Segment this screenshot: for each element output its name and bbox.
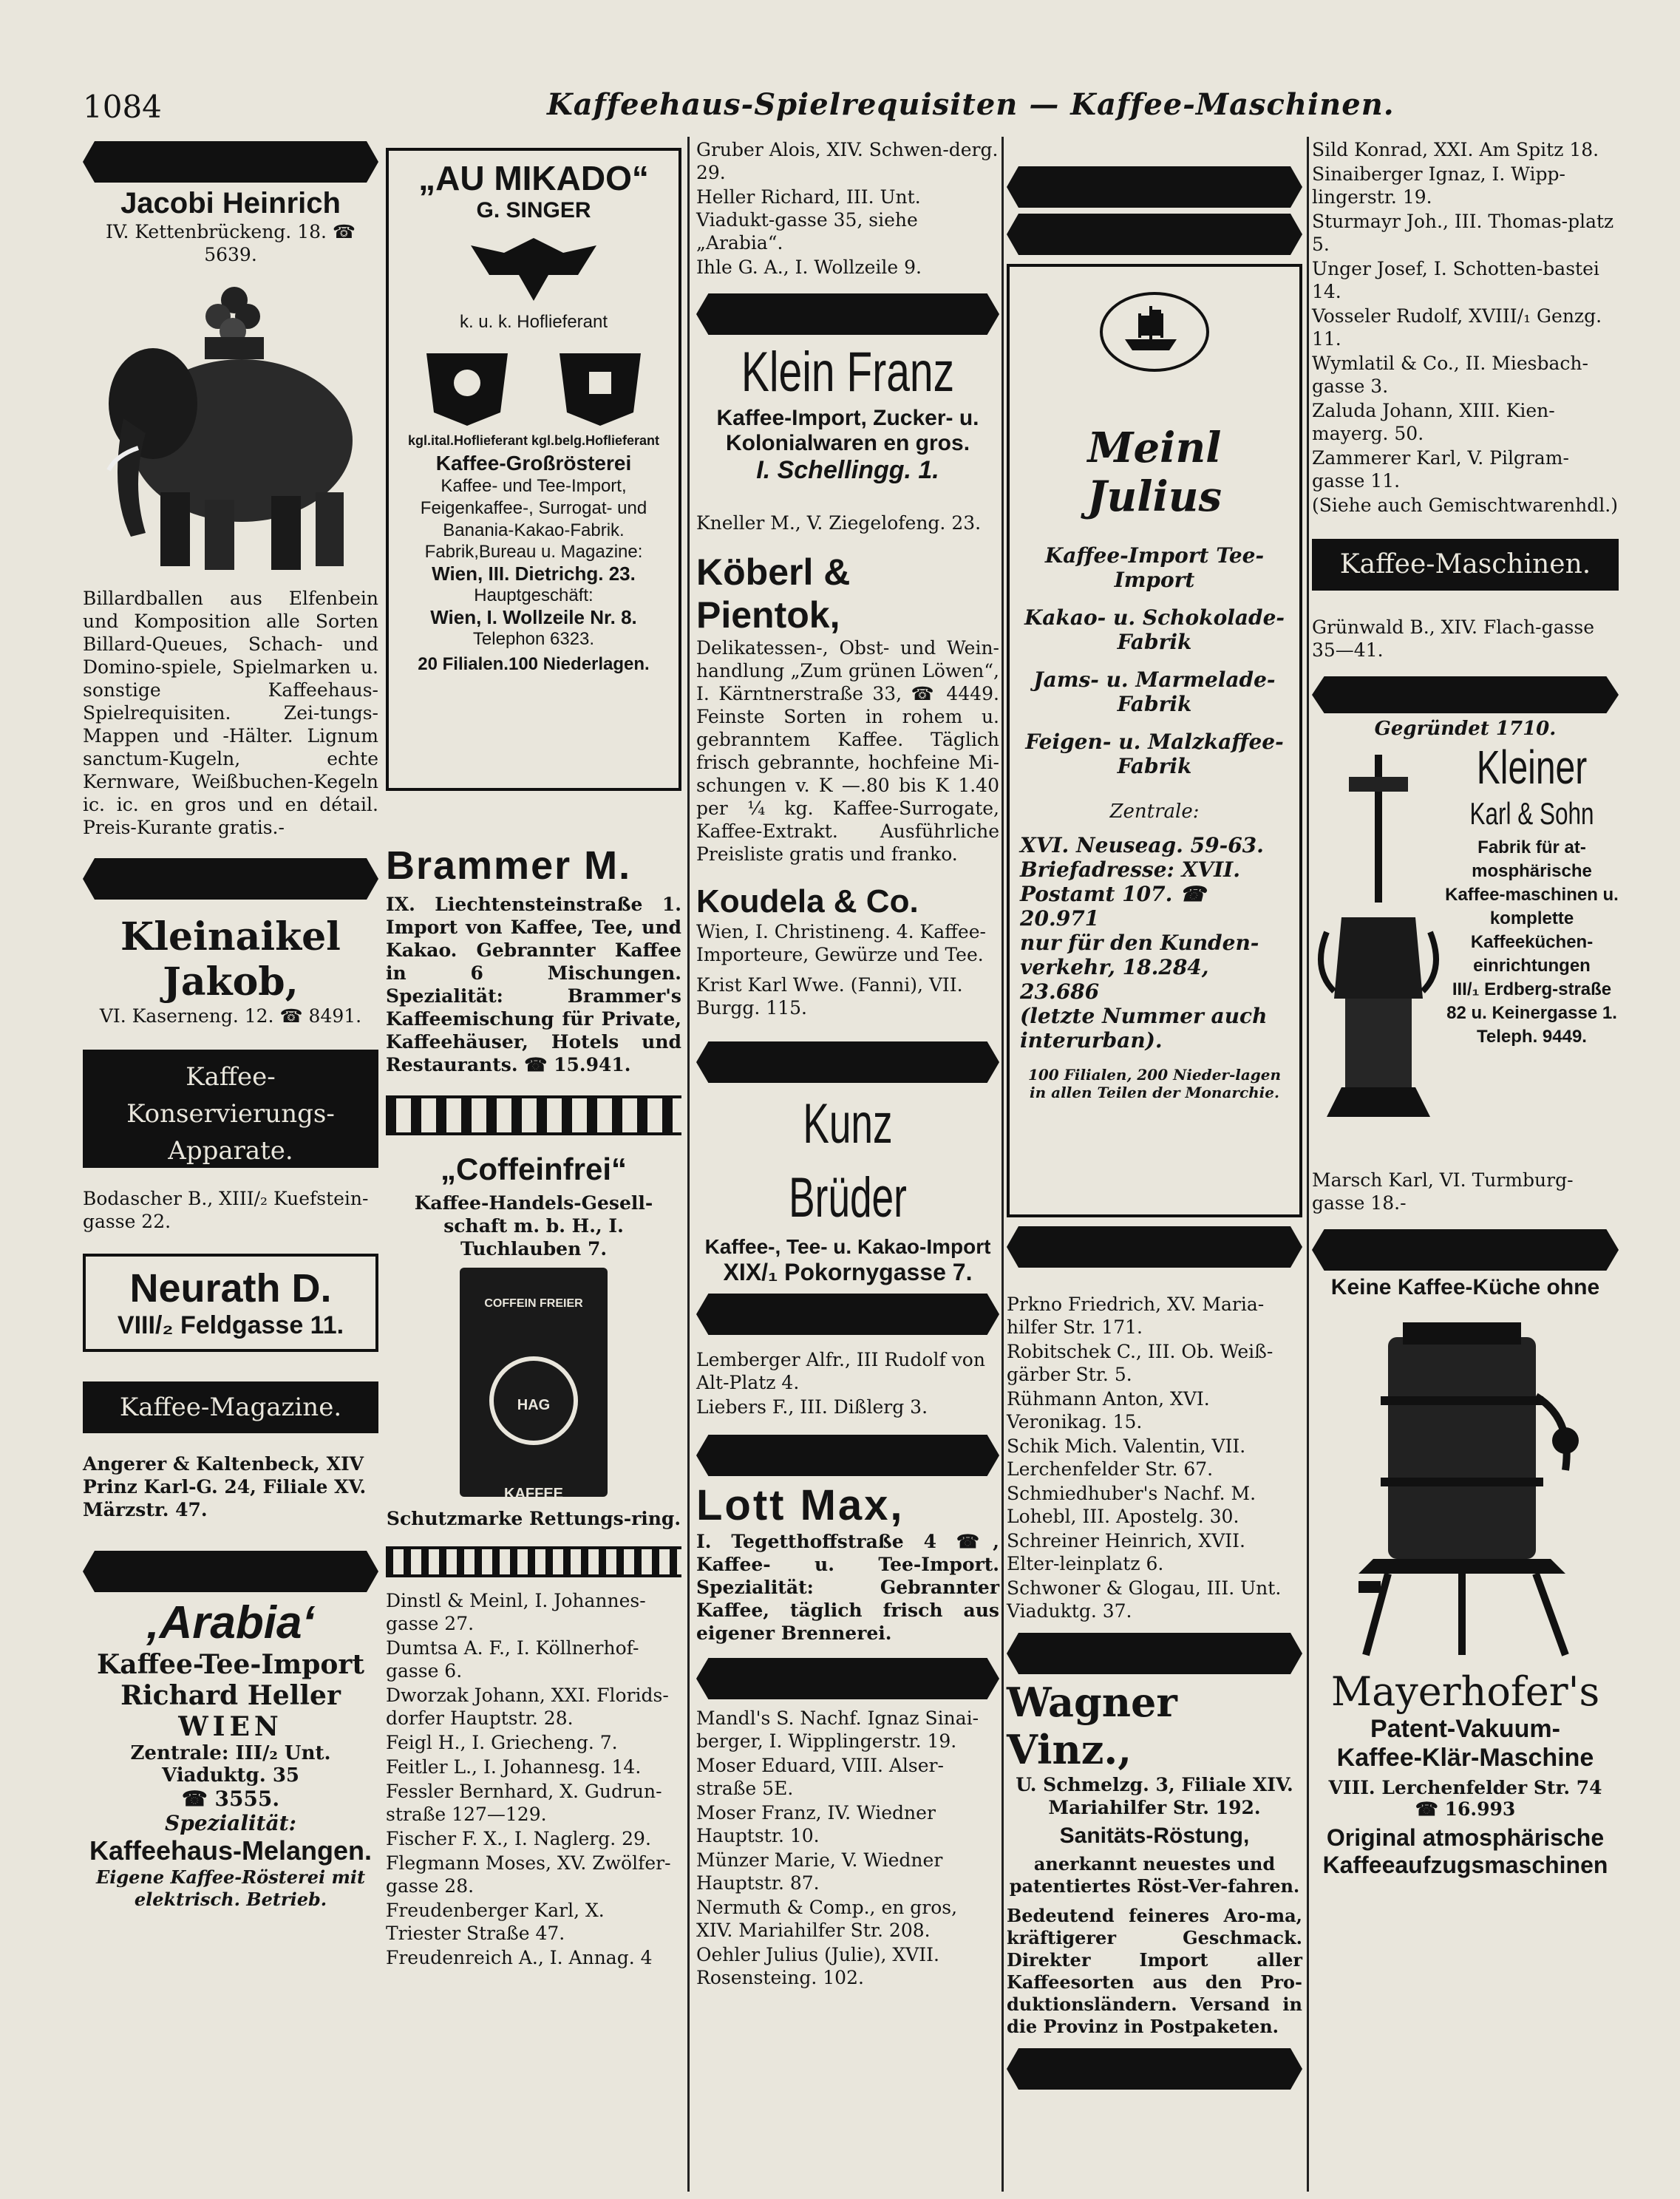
elephant-illustration <box>94 271 367 581</box>
coffee-can-illustration <box>460 1268 608 1502</box>
royal-crests-icon <box>412 339 656 427</box>
list-item: Sturmayr Joh., III. Thomas-platz 5. <box>1312 211 1614 255</box>
ad-mikado-line4: Wien, III. Dietrichg. 23. <box>432 563 636 585</box>
ad-wagner-line1: U. Schmelzg. 3, Filiale XIV. Mariahilfer Str. 192. <box>1016 1774 1293 1818</box>
divider-bar <box>1007 1226 1302 1268</box>
list-item: Mandl's S. Nachf. Ignaz Sinai-berger, I. Wipplingerstr. 19. <box>696 1707 979 1752</box>
list-item: Feigl H., I. Griecheng. 7. <box>386 1732 618 1753</box>
ad-jacobi-address: IV. Kettenbrückeng. 18. ☎ 5639. <box>105 221 356 265</box>
list-item: Freudenberger Karl, X. Triester Straße 47. <box>386 1900 605 1944</box>
ad-kleiner-telephone: Teleph. 9449. <box>1477 1027 1587 1047</box>
column-3 <box>696 137 999 1991</box>
ad-koudela-name: Koudela & Co. <box>696 883 919 920</box>
list-item: Prkno Friedrich, XV. Maria-hilfer Str. 171. <box>1007 1294 1265 1338</box>
ad-meinl-line4: Feigen- u. Malzkaffee-Fabrik <box>1025 730 1284 778</box>
divider-bar <box>1312 676 1619 713</box>
entry-list <box>696 1348 999 1418</box>
ad-arabia-line5: ☎ 3555. <box>181 1787 280 1811</box>
ad-meinl-line2: Kakao- u. Schokolade-Fabrik <box>1024 605 1285 654</box>
ad-mikado-line6: Wien, I. Wollzeile Nr. 8. <box>430 606 637 628</box>
divider-bar <box>696 1294 999 1335</box>
ad-kleiner <box>1312 740 1619 1154</box>
ad-meinl-line11: 100 Filialen, 200 Nieder-lagen in allen Teilen der Monarchie. <box>1027 1066 1282 1101</box>
list-item: Münzer Marie, V. Wiedner Hauptstr. 87. <box>696 1849 943 1894</box>
ad-mikado-hof2: kgl.ital.Hoflieferant kgl.belg.Hoflieferant <box>407 433 660 448</box>
column-rule <box>1307 137 1309 2192</box>
list-item: Vosseler Rudolf, XVIII/₁ Genzg. 11. <box>1312 305 1602 350</box>
entry-list <box>696 138 999 279</box>
ornament-divider <box>386 1095 681 1135</box>
ornament-divider <box>386 1546 681 1577</box>
entry-list <box>1312 138 1619 517</box>
ad-mikado-hof: k. u. k. Hoflieferant <box>459 312 608 332</box>
list-item: Nermuth & Comp., en gros, XIV. Mariahilfer Str. 208. <box>696 1897 958 1941</box>
column-4 <box>1007 137 1302 2094</box>
ad-mikado-line1: Kaffee-Großrösterei <box>435 452 632 475</box>
column-5 <box>1312 137 1619 1879</box>
ad-mayerhofer-line0: Keine Kaffee-Küche ohne <box>1330 1275 1600 1299</box>
list-item: Zaluda Johann, XIII. Kien-mayerg. 50. <box>1312 400 1555 444</box>
ad-klein-line3: I. Schellingg. 1. <box>756 456 939 484</box>
column-rule <box>1001 137 1004 2192</box>
list-item: Flegmann Moses, XV. Zwölfer-gasse 28. <box>386 1852 671 1897</box>
ad-kleiner-text: Fabrik für at-mosphärische Kaffee-maschinen u. komplette Kaffeeküchen-einrichtungen <box>1445 837 1619 976</box>
divider-bar <box>1007 1633 1302 1674</box>
list-item: Moser Eduard, VIII. Alser-straße 5E. <box>696 1755 944 1799</box>
list-item: Ihle G. A., I. Wollzeile 9. <box>696 256 922 278</box>
entry-list <box>386 1589 681 1969</box>
ship-logo-icon <box>1100 292 1209 372</box>
divider-bar <box>696 1658 999 1699</box>
entry-angerer: Angerer & Kaltenbeck, XIV Prinz Karl-G. 24, Filiale XV. Märzstr. 47. <box>83 1453 367 1520</box>
list-item: Dworzak Johann, XXI. Florids-dorfer Hauptstr. 28. <box>386 1685 669 1729</box>
banner-kaffee-magazine: Kaffee-Magazine. <box>83 1381 378 1433</box>
ad-mayerhofer-name: Mayerhofer's <box>1330 1668 1600 1715</box>
ad-arabia-line3: WIEN <box>178 1711 283 1742</box>
divider-bar <box>1007 166 1302 208</box>
column-1 <box>83 137 378 1911</box>
list-item: Freudenreich A., I. Annag. 4 <box>386 1947 653 1968</box>
entry-list <box>1007 1293 1302 1622</box>
ad-meinl-name: Meinl Julius <box>1087 424 1222 521</box>
ad-coffeinfrei-text: Kaffee-Handels-Gesell-schaft m. b. H., I. Tuchlauben 7. <box>414 1192 653 1260</box>
divider-bar <box>1007 214 1302 255</box>
list-item: Sinaiberger Ignaz, I. Wipp-lingerstr. 19. <box>1312 163 1565 208</box>
ad-meinl-line5: Zentrale: <box>1109 801 1200 823</box>
divider-bar <box>83 1551 378 1592</box>
divider-bar <box>696 1041 999 1083</box>
ad-arabia <box>83 1597 378 1911</box>
ad-lott-name: Lott Max, <box>696 1481 905 1529</box>
divider-bar <box>696 293 999 335</box>
list-item: Robitschek C., III. Ob. Weiß-gärber Str. 5. <box>1007 1341 1273 1385</box>
coffee-can-label-1: COFFEIN FREIER <box>484 1297 583 1310</box>
ad-brammer-text: IX. Liechtensteinstraße 1. Import von Kaffee, Tee, und Kakao. Gebrannter Kaffee in 6 Mischungen. Spezialität: Brammer's Kaffeemischung für Private, Kaffeehäuser, Hotels und Restaurants. ☎ 15.941. <box>386 894 681 1075</box>
entry-kneller: Kneller M., V. Ziegelofeng. 23. <box>696 512 982 534</box>
ad-mikado-line3: Fabrik,Bureau u. Magazine: <box>424 542 643 562</box>
entry-marsch: Marsch Karl, VI. Turmburg-gasse 18.- <box>1312 1169 1574 1214</box>
divider-bar <box>83 858 378 900</box>
ad-meinl-line7: Briefadresse: XVII. <box>1020 857 1241 882</box>
list-item: Fischer F. X., I. Naglerg. 29. <box>386 1828 651 1849</box>
ad-meinl-line8: Postamt 107. ☎ 20.971 <box>1020 882 1205 931</box>
ad-mayerhofer-line5: Original atmosphärische <box>1326 1824 1605 1851</box>
ad-meinl-line9: nur für den Kunden-verkehr, 18.284, 23.686 <box>1020 931 1259 1004</box>
list-item: Schreiner Heinrich, XVII. Elter-leinplatz 6. <box>1007 1530 1245 1574</box>
ad-arabia-line1: Kaffee-Tee-Import <box>96 1649 365 1680</box>
ad-klein-name: Klein Franz <box>741 341 955 404</box>
ad-mikado-line2: Kaffee- und Tee-Import, Feigenkaffee-, Surrogat- und Banania-Kakao-Fabrik. <box>420 476 647 540</box>
column-rule <box>687 137 690 2192</box>
coffee-machine-illustration <box>1312 747 1445 1132</box>
ad-koberl-name: Köberl & Pientok, <box>696 551 851 636</box>
ad-meinl-line3: Jams- u. Marmelade-Fabrik <box>1033 667 1276 716</box>
list-item: Oehler Julius (Julie), XVII. Rosensteing. 102. <box>696 1944 939 1988</box>
ad-neurath <box>83 1254 378 1352</box>
ad-meinl-box <box>1007 264 1302 1217</box>
ad-arabia-line6: Spezialität: <box>165 1811 296 1835</box>
banner-kaffee-konservierungs-apparate: Kaffee-Konservierungs-Apparate. <box>83 1050 378 1168</box>
ad-kunz-line2: XIX/₁ Pokornygasse 7. <box>723 1259 973 1285</box>
page-title: Kaffeehaus-Spielrequisiten — Kaffee-Maschinen. <box>547 87 1395 122</box>
ad-wagner-line3: anerkannt neuestes und patentiertes Röst-Ver-fahren. <box>1009 1853 1300 1897</box>
ad-mayerhofer-line3: VIII. Lerchenfelder Str. 74 <box>1328 1777 1602 1798</box>
ad-kleinaikel-name: Kleinaikel Jakob, <box>120 914 341 1005</box>
ad-mayerhofer-line1: Patent-Vakuum- <box>1370 1715 1560 1743</box>
entry-krist: Krist Karl Wwe. (Fanni), VII. Burgg. 115. <box>696 974 963 1019</box>
ad-mikado <box>386 148 681 791</box>
list-item: Rühmann Anton, XVI. Veronikag. 15. <box>1007 1388 1210 1432</box>
list-item: Fessler Bernhard, X. Gudrun-straße 127—129. <box>386 1781 662 1825</box>
ad-coffeinfrei-name: „Coffeinfrei“ <box>441 1152 627 1186</box>
divider-bar <box>1007 2048 1302 2090</box>
list-item: Sild Konrad, XXI. Am Spitz 18. <box>1312 139 1599 160</box>
entry-grunwald: Grünwald B., XIV. Flach-gasse 35—41. <box>1312 616 1594 661</box>
ad-mayerhofer-line4: ☎ 16.993 <box>1415 1798 1516 1820</box>
ad-arabia-line8: Eigene Kaffee-Rösterei mit elektrisch. Betrieb. <box>95 1866 366 1910</box>
ad-meinl <box>1007 166 1302 1268</box>
list-item: Schwoner & Glogau, III. Unt. Viaduktg. 37. <box>1007 1577 1282 1622</box>
ad-kleiner-name: Kleiner <box>1476 741 1588 794</box>
list-item: Wymlatil & Co., II. Miesbach-gasse 3. <box>1312 353 1588 397</box>
list-item: Schik Mich. Valentin, VII. Lerchenfelder Str. 67. <box>1007 1435 1246 1480</box>
ad-wagner-line2: Sanitäts-Röstung, <box>1059 1824 1250 1848</box>
ad-kleinaikel-address: VI. Kaserneng. 12. ☎ 8491. <box>99 1005 362 1027</box>
ad-mikado-line5: Hauptgeschäft: <box>474 585 594 605</box>
ad-jacobi-name: Jacobi Heinrich <box>120 187 341 220</box>
list-item: Feitler L., I. Johannesg. 14. <box>386 1756 642 1778</box>
list-item: Moser Franz, IV. Wiedner Hauptstr. 10. <box>696 1802 936 1846</box>
ad-lott-text: I. Tegetthoffstraße 4 ☎, Kaffee- u. Tee-Import. Spezialität: Gebrannter Kaffee, täglich frisch aus eigener Brennerei. <box>696 1531 999 1644</box>
ad-wagner-line4: Bedeutend feineres Aro-ma, kräftigerer Geschmack. Direkter Import aller Kaffeesorten aus den Pro-duktionsländern. Versand in die Provinz in Postpaketen. <box>1007 1905 1302 2037</box>
ad-arabia-line4: Zentrale: III/₂ Unt. Viaduktg. 35 <box>130 1742 331 1787</box>
ad-mikado-owner: G. SINGER <box>476 198 591 222</box>
list-item: Zammerer Karl, V. Pilgram-gasse 11. <box>1312 447 1569 492</box>
ad-mikado-line7: Telephon 6323. <box>472 629 595 649</box>
divider-bar <box>1312 1229 1619 1271</box>
ad-kleiner-address: III/₁ Erdberg-straße 82 u. Keinergasse 1. <box>1446 979 1617 1023</box>
list-item: Dinstl & Meinl, I. Johannes-gasse 27. <box>386 1590 646 1634</box>
ad-arabia-line7: Kaffeehaus-Melangen. <box>89 1835 373 1866</box>
banner-kaffee-maschinen: Kaffee-Maschinen. <box>1312 539 1619 591</box>
divider-bar <box>83 141 378 183</box>
list-item: (Siehe auch Gemischtwarenhdl.) <box>1312 494 1618 516</box>
ad-koudela-text: Wien, I. Christineng. 4. Kaffee-Importeure, Gewürze und Tee. <box>696 921 986 965</box>
coffee-can-label-2: HAG KAFFEE <box>489 1356 578 1445</box>
ad-mayerhofer-line2: Kaffee-Klär-Maschine <box>1336 1744 1594 1772</box>
ad-klein-line2: Kolonialwaren en gros. <box>725 431 970 455</box>
list-item: Heller Richard, III. Unt. Viadukt-gasse 35, siehe „Arabia“. <box>696 186 921 254</box>
ad-jacobi-text: Billardballen aus Elfenbein und Komposition alle Sorten Billard-Queues, Schach- und Domino-spiele, Spielmarken u. sonstige Kaffeehaus-Spielrequisiten. Zei-tungs-Mappen und -Hälter. Lignum sanctum-Kugeln, echte Kernware, Weißbuchen-Kegeln ic. ic. en gros und en détail. Preis-Kurante gratis.- <box>83 588 378 838</box>
list-item: Gruber Alois, XIV. Schwen-derg. 29. <box>696 139 999 183</box>
ad-mikado-line8: 20 Filialen.100 Niederlagen. <box>418 654 650 674</box>
ad-kleiner-name2: Karl & Sohn <box>1469 796 1594 831</box>
ad-kleiner-founded: Gegründet 1710. <box>1374 718 1557 740</box>
ad-klein-line1: Kaffee-Import, Zucker- u. <box>716 406 979 430</box>
ad-wagner-name: Wagner Vinz., <box>1007 1679 1177 1773</box>
ad-coffeinfrei-mark: Schutzmarke Rettungs-ring. <box>386 1508 681 1529</box>
list-item: Unger Josef, I. Schotten-bastei 14. <box>1312 258 1599 302</box>
ad-meinl-line1: Kaffee-Import Tee-Import <box>1044 543 1265 592</box>
ad-arabia-line2: Richard Heller <box>120 1680 341 1711</box>
ad-neurath-name: Neurath D. <box>129 1266 332 1311</box>
ad-kunz-line1: Kaffee-, Tee- u. Kakao-Import <box>704 1235 991 1258</box>
eagle-crest-icon <box>467 231 600 305</box>
ad-mayerhofer-line6: Kaffeeaufzugsmaschinen <box>1322 1852 1608 1878</box>
coffee-urn-illustration <box>1344 1308 1588 1662</box>
ad-meinl-line6: XVI. Neuseag. 59-63. <box>1020 833 1264 857</box>
list-item: Liebers F., III. Dißlerg 3. <box>696 1396 928 1418</box>
ad-mikado-title: „AU MIKADO“ <box>418 159 649 197</box>
entry-bodascher: Bodascher B., XIII/₂ Kuefstein-gasse 22. <box>83 1188 369 1232</box>
ad-koberl-text: Delikatessen-, Obst- und Wein-handlung „Zum grünen Löwen“, I. Kärntnerstraße 33, ☎ 4449. Feinste Sorten in rohem u. gebranntem Kaffee. Täglich frisch gebrannte, hochfeine Mi-schungen v. K —.80 bis K 1.40 per ¼ kg. Kaffee-Surrogate, Kaffee-Extrakt. Ausführliche Preisliste gratis und franko. <box>696 637 999 865</box>
ad-kleiner-text-block <box>1445 740 1619 1049</box>
ad-kunz-name: Kunz Brüder <box>789 1092 907 1229</box>
ad-arabia-name: ‚Arabia‘ <box>146 1597 315 1648</box>
ad-neurath-address: VIII/₂ Feldgasse 11. <box>117 1311 344 1339</box>
page-number: 1084 <box>83 89 162 125</box>
list-item: Lemberger Alfr., III Rudolf von Alt-Platz 4. <box>696 1349 985 1393</box>
ad-meinl-line10: (letzte Nummer auch interurban). <box>1020 1004 1268 1053</box>
list-item: Schmiedhuber's Nachf. M. Lohebl, III. Apostelg. 30. <box>1007 1483 1256 1527</box>
entry-list <box>696 1707 999 1989</box>
list-item: Dumtsa A. F., I. Köllnerhof-gasse 6. <box>386 1637 639 1682</box>
column-2 <box>386 148 681 1971</box>
divider-bar <box>696 1435 999 1476</box>
ad-brammer-name: Brammer M. <box>386 843 632 888</box>
